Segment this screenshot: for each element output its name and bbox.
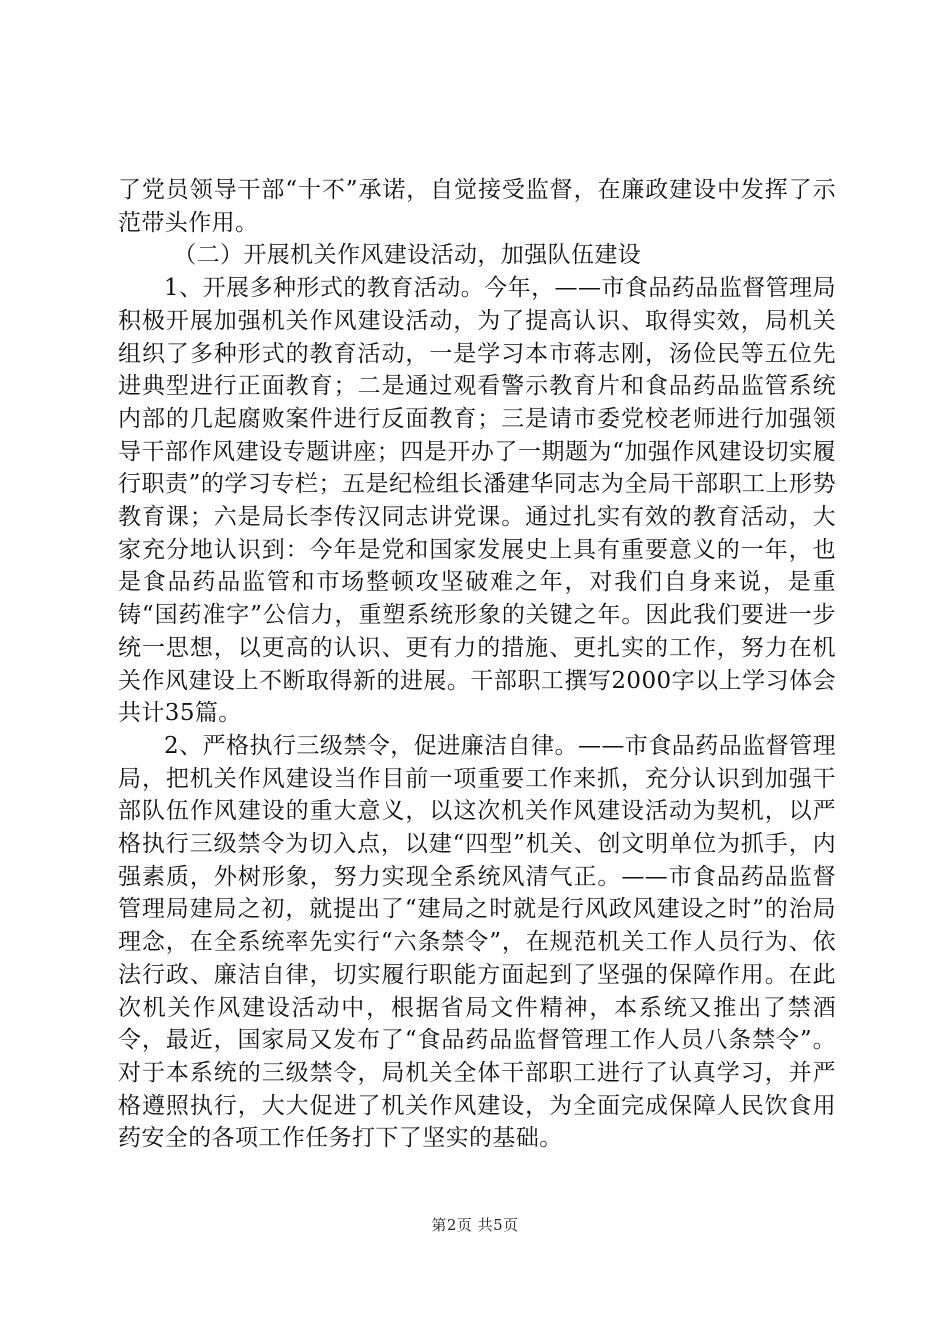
paragraph-continuation: 了党员领导干部“十不”承诺，自觉接受监督，在廉政建设中发挥了示范带头作用。 <box>118 177 836 236</box>
paragraph-item-2: 2、严格执行三级禁令，促进廉洁自律。——市食品药品监督管理局，把机关作风建设当作目前一项重要工作来抓，充分认识到加强干部队伍作风建设的重大意义，以这次机关作风建设活动为契机，以严格执行三级禁令为切入点，以建“四型”机关、创文明单位为抓手，内强素质，外树形象，努力实现全系统风清气正。——市食品药品监督管理局建局之初，就提出了“建局之时就是行风政风建设之时”的治局理念，在全系统率先实行“六条禁令”，在规范机关工作人员行为、依法行政、廉洁自律，切实履行职能方面起到了坚强的保障作用。在此次机关作风建设活动中，根据省局文件精神，本系统又推出了禁酒令，最近，国家局又发布了“食品药品监督管理工作人员八条禁令”。对于本系统的三级禁令，局机关全体干部职工进行了认真学习，并严格遵照执行，大大促进了机关作风建设，为全面完成保障人民饮食用药安全的各项工作任务打下了坚实的基础。 <box>118 732 836 1152</box>
page-indicator: 第2页 共5页 <box>431 1216 519 1234</box>
page-footer <box>0 1214 950 1235</box>
section-heading: （二）开展机关作风建设活动，加强队伍建设 <box>173 242 642 269</box>
document-body <box>118 174 836 1155</box>
paragraph-item-1: 1、开展多种形式的教育活动。今年，——市食品药品监督管理局积极开展加强机关作风建设活动，为了提高认识、取得实效，局机关组织了多种形式的教育活动，一是学习本市蒋志刚，汤俭民等五位先进典型进行正面教育；二是通过观看警示教育片和食品药品监管系统内部的几起腐败案件进行反面教育；三是请市委党校老师进行加强领导干部作风建设专题讲座；四是开办了一期题为“加强作风建设切实履行职责”的学习专栏；五是纪检组长潘建华同志为全局干部职工上形势教育课；六是局长李传汉同志讲党课。通过扎实有效的教育活动，大家充分地认识到：今年是党和国家发展史上具有重要意义的一年，也是食品药品监管和市场整顿攻坚破难之年，对我们自身来说，是重铸“国药准字”公信力，重塑系统形象的关键之年。因此我们要进一步统一思想，以更高的认识、更有力的措施、更扎实的工作，努力在机关作风建设上不断取得新的进展。干部职工撰写2000字以上学习体会共计35篇。 <box>118 275 836 727</box>
